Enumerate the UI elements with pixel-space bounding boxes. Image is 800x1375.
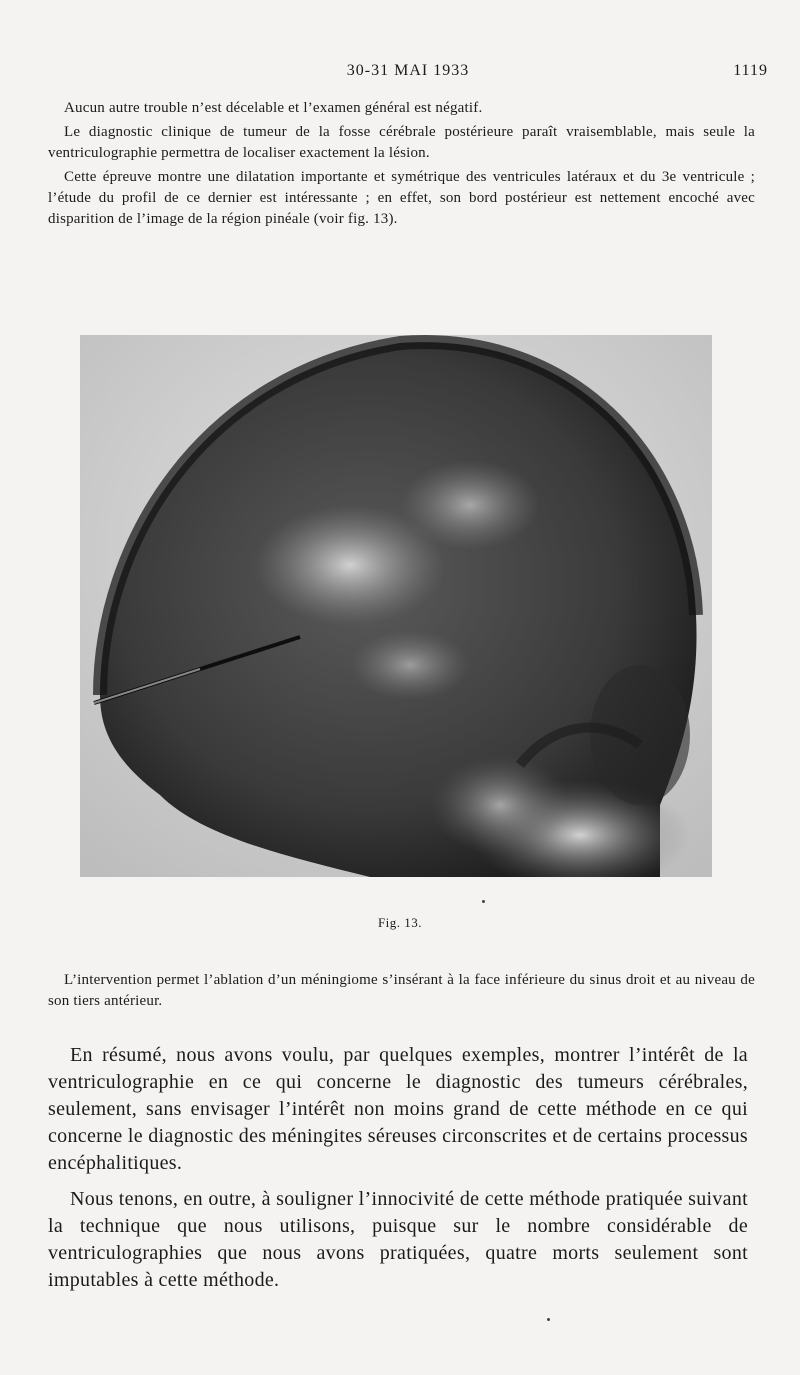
conclusion-paragraph-2: Nous tenons, en outre, à souligner l’innocivité de cette méthode pratiquée suivant la technique que nous utilisons, puisque sur le nombre considérable de ventriculographies que nous avons pratiquées, quatre morts seulement sont imputables à cette méthode.: [48, 1188, 748, 1291]
running-head: [48, 62, 768, 84]
after-figure-paragraph: L’intervention permet l’ablation d’un méningiome s’insérant à la face inférieure du sinus droit et au niveau de son tiers antérieur.: [48, 972, 755, 1009]
intro-paragraph-2: Le diagnostic clinique de tumeur de la fosse cérébrale postérieure paraît vraisemblable, mais seule la ventriculographie permettra de localiser exactement la lésion.: [48, 124, 755, 161]
intro-paragraph-3: Cette épreuve montre une dilatation importante et symétrique des ventricules latéraux et du 3e ventricule ; l’étude du profil de ce dernier est intéressante ; en effet, son bord postérieur est nettement encoché avec disparition de l’image de la région pinéale (voir fig. 13).: [48, 169, 755, 227]
radiograph-image: [80, 335, 712, 877]
conclusion-paragraph-1: En résumé, nous avons voulu, par quelques exemples, montrer l’intérêt de la ventriculographie en ce qui concerne le diagnostic des tumeurs cérébrales, seulement, sans envisager l’intérêt non moins grand de cette méthode en ce qui concerne le diagnostic des méningites séreuses circonscrites et de certains processus encéphalitiques.: [48, 1044, 748, 1174]
print-speck: [547, 1318, 550, 1321]
intro-paragraph-1: Aucun autre trouble n’est décelable et l’examen général est négatif.: [64, 100, 483, 116]
intro-section: [48, 98, 755, 233]
page-number: 1119: [733, 62, 768, 79]
after-figure-section: [48, 970, 755, 1015]
figure-caption: Fig. 13.: [377, 915, 423, 930]
skull-radiograph: [80, 335, 712, 877]
conclusion-section: [48, 1042, 748, 1303]
print-speck: [482, 900, 485, 903]
header-date: 30-31 MAI 1933: [346, 62, 470, 79]
